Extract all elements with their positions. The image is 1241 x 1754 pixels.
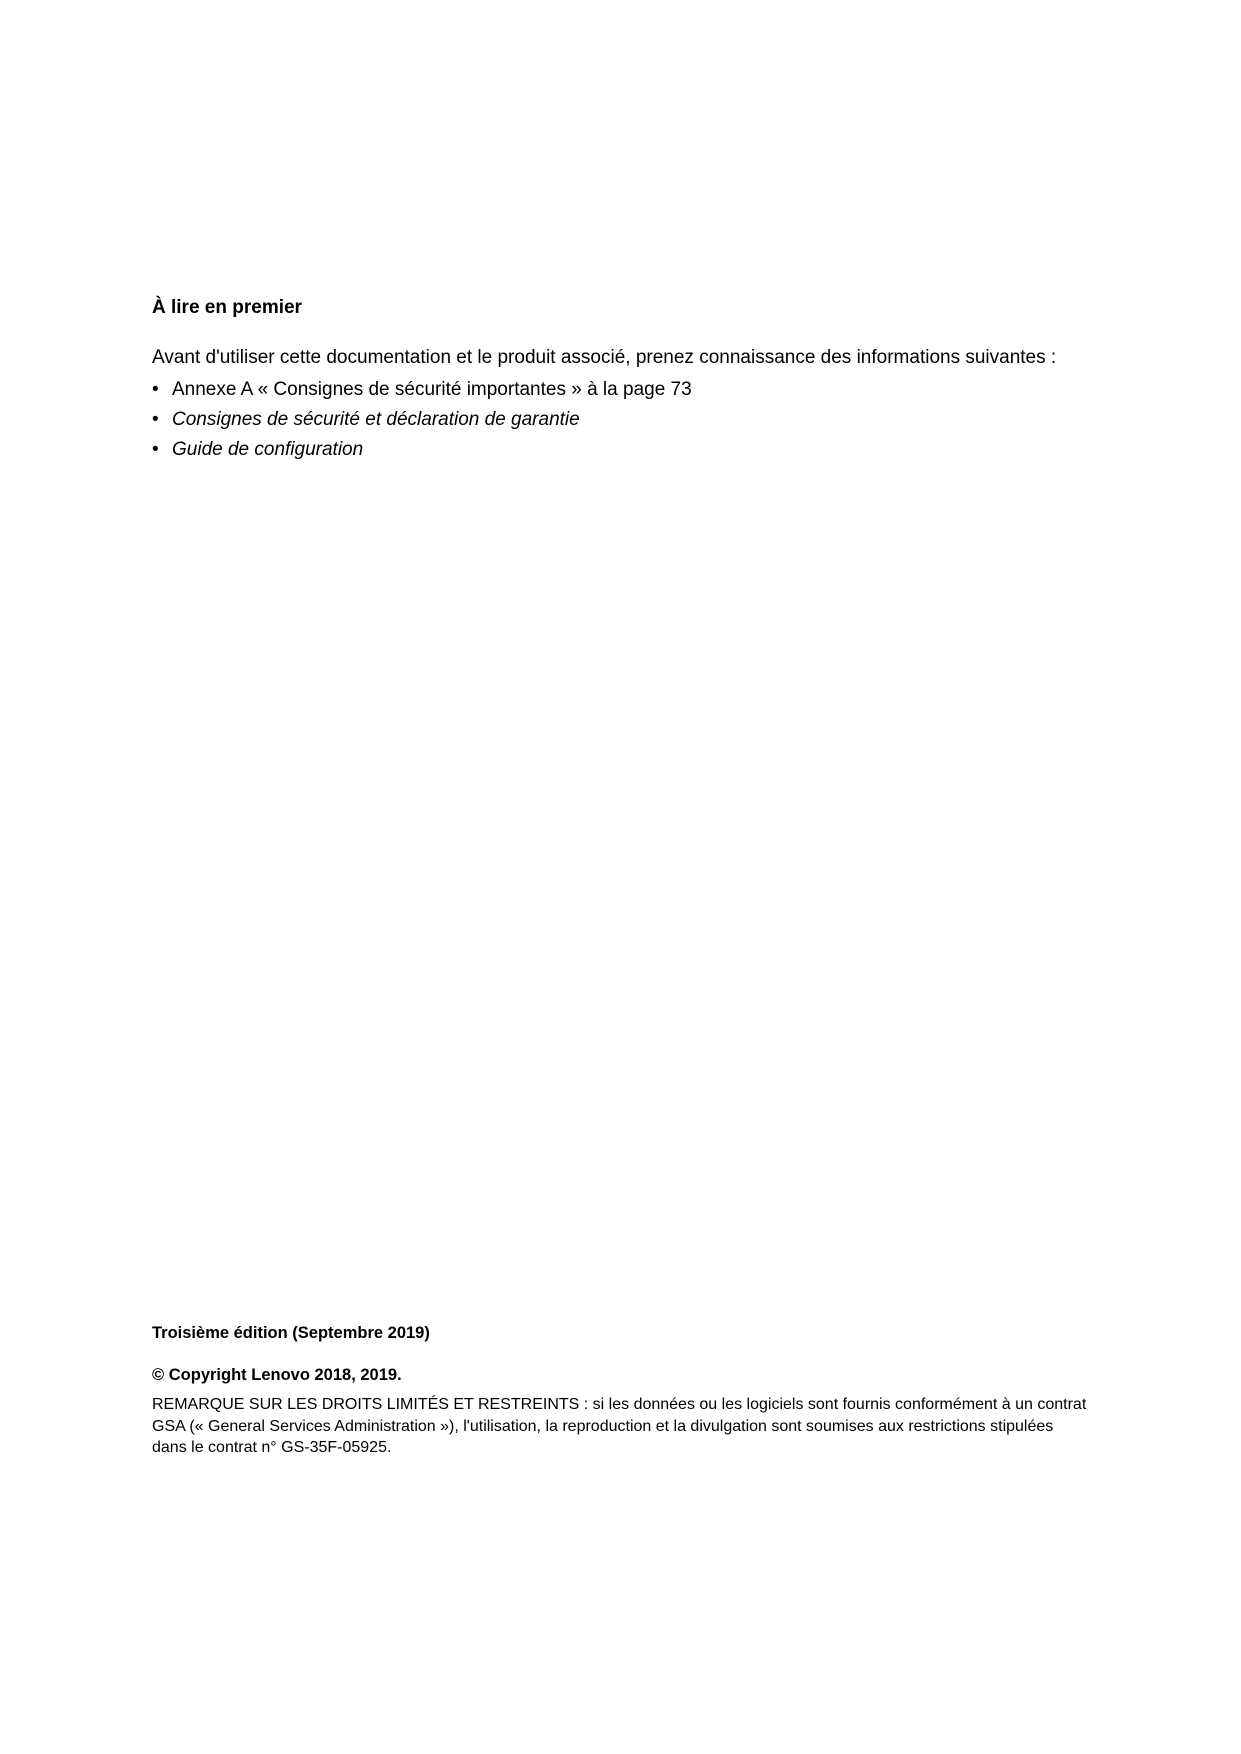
read-first-title: À lire en premier bbox=[152, 297, 302, 318]
list-item bbox=[152, 438, 1092, 462]
bullet-icon: • bbox=[152, 379, 159, 400]
bullet-icon: • bbox=[152, 439, 159, 460]
read-first-list bbox=[152, 378, 1092, 462]
edition-line: Troisième édition (Septembre 2019) bbox=[152, 1324, 430, 1342]
list-item bbox=[152, 378, 1092, 402]
copyright-line: © Copyright Lenovo 2018, 2019. bbox=[152, 1366, 402, 1384]
legal-section bbox=[152, 1322, 1087, 1459]
restricted-rights-notice: REMARQUE SUR LES DROITS LIMITÉS ET RESTREINTS : si les données ou les logiciels sont fournis conformément à un contrat GSA (« General Services Administration »), l'utilisation, la reproduction et la divulgation sont soumises aux restrictions stipulées dans le contrat n° GS-35F-05925. bbox=[152, 1396, 1087, 1456]
setup-guide-title: Guide de configuration bbox=[172, 439, 364, 460]
safety-appendix-reference: Annexe A « Consignes de sécurité importantes » à la page 73 bbox=[172, 379, 692, 400]
read-first-intro: Avant d'utiliser cette documentation et le produit associé, prenez connaissance des informations suivantes : bbox=[152, 347, 1057, 368]
read-first-section bbox=[152, 296, 1092, 468]
bullet-icon: • bbox=[152, 409, 159, 430]
safety-warranty-guide-title: Consignes de sécurité et déclaration de garantie bbox=[172, 409, 580, 430]
list-item bbox=[152, 408, 1092, 432]
